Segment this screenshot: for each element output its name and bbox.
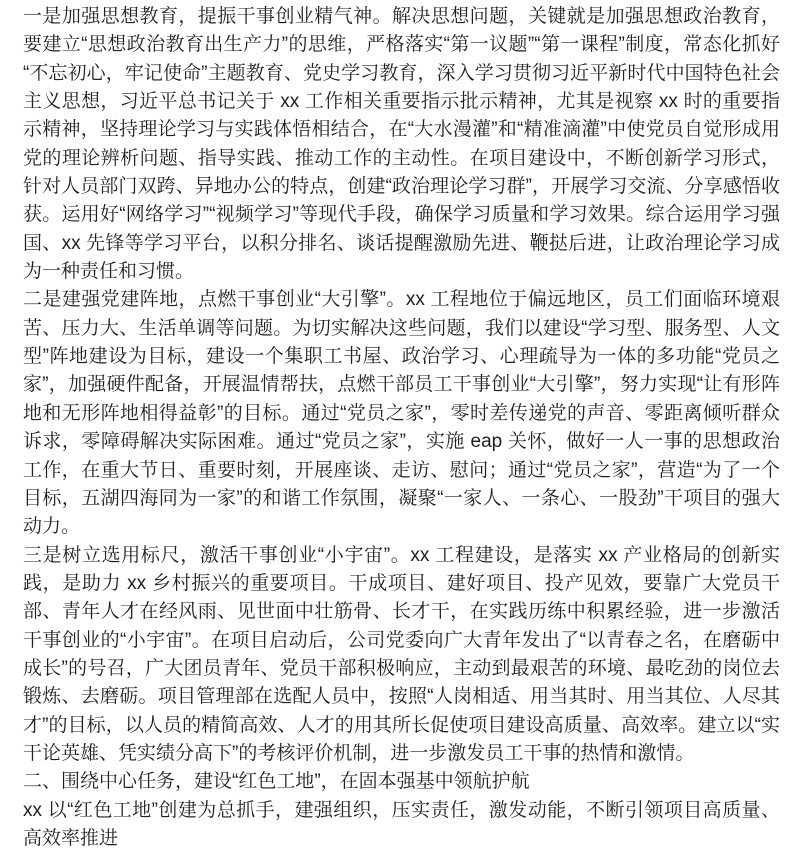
paragraph-red-worksite-intro: xx 以“红色工地”创建为总抓手，建强组织，压实责任，激发动能，不断引领项目高质量、高效率推进 xyxy=(23,799,780,849)
paragraph-selection-standard: 三是树立选用标尺，激活干事创业“小宇宙”。xx 工程建设，是落实 xx 产业格局的创新实践，是助力 xx 乡村振兴的重要项目。干成项目、建好项目、投产见效，要靠广大党员干部、青年人才在经风雨、见世面中壮筋骨、长才干，在实践历练中积累经验，进一步激活干事创业的“小宇宙”。在项目启动后，公司党委向广大青年发出了“以青春之名，在磨砺中成长”的号召，广大团员青年、党员干部积极响应，主动到最艰苦的环境、最吃劲的岗位去锻炼、去磨砺。项目管理部在选配人员中，按照“人岗相适、用当其时、用当其位、人尽其才”的目标，以人员的精简高效、人才的用其所长促使项目建设高质量、高效率。建立以“实干论英雄、凭实绩分高下”的考核评价机制，进一步激发员工干事的热情和激情。 xyxy=(23,544,780,764)
section-heading-red-worksite: 二、围绕中心任务，建设“红色工地”，在固本强基中领航护航 xyxy=(23,771,530,793)
paragraph-strengthen-ideological-education: 一是加强思想教育，提振干事创业精气神。解决思想问题，关键就是加强思想政治教育，要建立“思想政治教育出生产力”的思维，严格落实“第一议题”“第一课程”制度，常态化抓好“不忘初心，牢记使命”主题教育、党史学习教育，深入学习贯彻习近平新时代中国特色社会主义思想，习近平总书记关于 xx 工作相关重要指示批示精神，尤其是视察 xx 时的重要指示精神，坚持理论学习与实践体悟相结合，在“大水漫灌”和“精准滴灌”中使党员自觉形成用党的理论辨析问题、指导实践、推动工作的主动性。在项目建设中，不断创新学习形式，针对人员部门双跨、异地办公的特点，创建“政治理论学习群”，开展学习交流、分享感悟收获。运用好“网络学习”“视频学习”等现代手段，确保学习质量和学习效果。综合运用学习强国、xx 先锋等学习平台，以积分排名、谈话提醒激励先进、鞭挞后进，让政治理论学习成为一种责任和习惯。 xyxy=(23,6,780,283)
paragraph-party-building-position: 二是建强党建阵地，点燃干事创业“大引擎”。xx 工程地位于偏远地区，员工们面临环境艰苦、压力大、生活单调等问题。为切实解决这些问题，我们以建设“学习型、服务型、人文型”阵地建设为目标，建设一个集职工书屋、政治学习、心理疏导为一体的多功能“党员之家”，加强硬件配备，开展温情帮扶，点燃干部员工干事创业“大引擎”，努力实现“让有形阵地和无形阵地相得益彰”的目标。通过“党员之家”，零时差传递党的声音、零距离倾听群众诉求，零障碍解决实际困难。通过“党员之家”，实施 eap 关怀，做好一人一事的思想政治工作，在重大节日、重要时刻，开展座谈、走访、慰问；通过“党员之家”，营造“为了一个目标，五湖四海同为一家”的和谐工作氛围，凝聚“一家人、一条心、一股劲”干项目的强大动力。 xyxy=(23,289,780,538)
